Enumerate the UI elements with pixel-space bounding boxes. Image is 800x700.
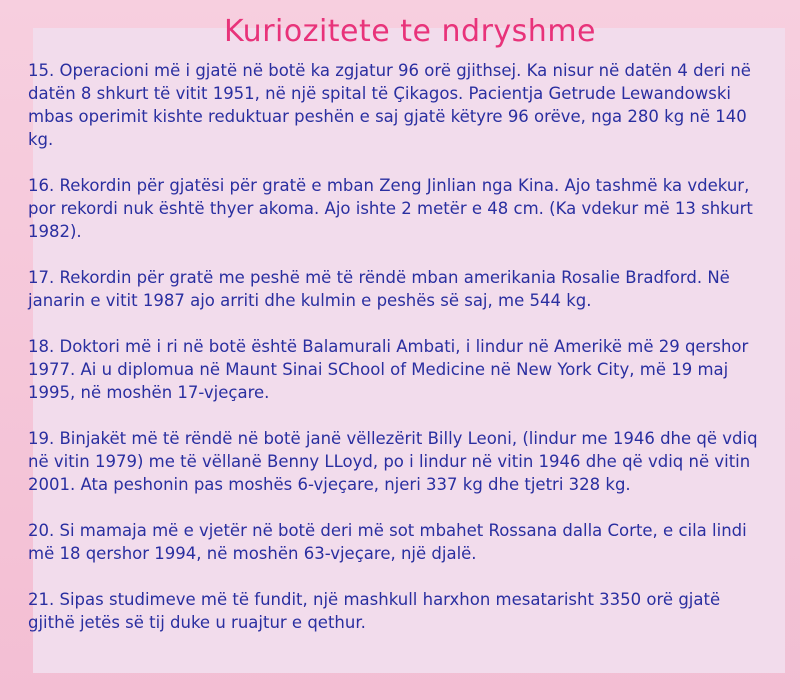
page-title: Kuriozitete te ndryshme xyxy=(224,14,596,49)
fact-item-17: 17. Rekordin për gratë me peshë më të rëndë mban amerikania Rosalie Bradford. Në janarin e vitit 1987 ajo arriti dhe kulmin e peshës së saj, me 544 kg. xyxy=(28,268,730,310)
fact-item-18: 18. Doktori më i ri në botë është Balamurali Ambati, i lindur në Amerikë më 29 qershor 1977. Ai u diplomua në Maunt Sinai SChool of Medicine në New York City, më 19 maj 1995, në moshën 17-vjeçare. xyxy=(28,337,749,402)
fact-item-19: 19. Binjakët më të rëndë në botë janë vëllezërit Billy Leoni, (lindur me 1946 dhe që vdiq në vitin 1979) me të vëllanë Benny LLoyd, po i lindur në vitin 1946 dhe që vdiq në vitin 2001. Ata peshonin pas moshës 6-vjeçare, njeri 337 kg dhe tjetri 328 kg. xyxy=(28,429,758,494)
facts-list xyxy=(28,59,772,657)
fact-item-20: 20. Si mamaja më e vjetër në botë deri më sot mbahet Rossana dalla Corte, e cila lindi më 18 qershor 1994, në moshën 63-vjeçare, një djalë. xyxy=(28,521,747,563)
fact-item-21: 21. Sipas studimeve më të fundit, një mashkull harxhon mesatarisht 3350 orë gjatë gjithë jetës së tij duke u ruajtur e qethur. xyxy=(28,590,721,632)
fact-item-16: 16. Rekordin për gjatësi për gratë e mban Zeng Jinlian nga Kina. Ajo tashmë ka vdekur, por rekordi nuk është thyer akoma. Ajo ishte 2 metër e 48 cm. (Ka vdekur më 13 shkurt 1982). xyxy=(28,176,753,241)
fact-item-15: 15. Operacioni më i gjatë në botë ka zgjatur 96 orë gjithsej. Ka nisur në datën 4 deri në datën 8 shkurt të vitit 1951, në një spital të Çikagos. Pacientja Getrude Lewandowski mbas operimit kishte reduktuar peshën e saj gjatë këtyre 96 orëve, nga 280 kg në 140 kg. xyxy=(28,61,751,149)
